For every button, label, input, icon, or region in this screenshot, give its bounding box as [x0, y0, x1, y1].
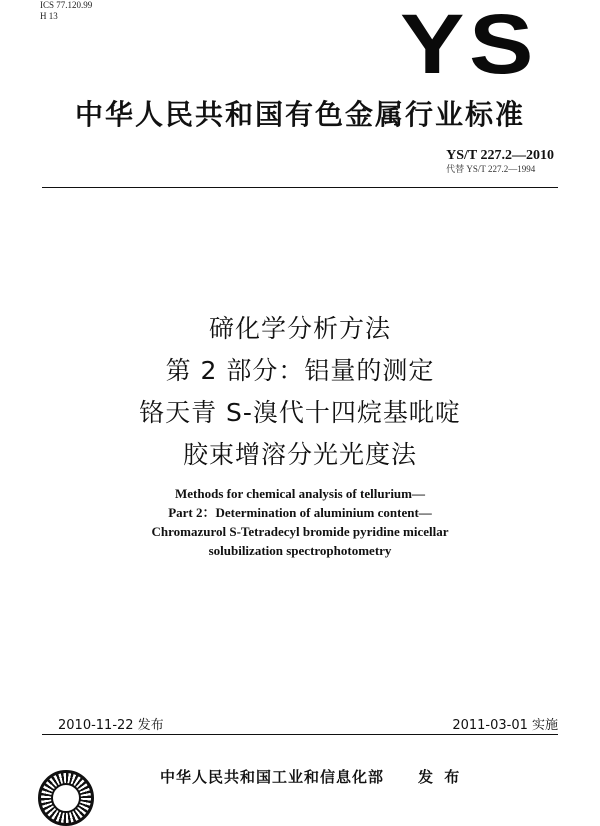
implementation-date: 2011-03-01 实施 — [452, 718, 558, 733]
chinese-title — [40, 308, 560, 476]
ics-code: ICS 77.120.99 — [40, 0, 93, 10]
issue-label: 发 布 — [418, 768, 463, 786]
header-divider — [42, 187, 558, 188]
issue-date: 2010-11-22 发布 — [58, 718, 164, 733]
chinese-title-line: 第 2 部分：铝量的测定 — [165, 356, 435, 385]
chinese-title-line: 碲化学分析方法 — [208, 314, 391, 343]
chinese-title-line: 铬天青 S-溴代十四烷基吡啶 — [139, 398, 461, 427]
classification-codes — [40, 0, 92, 22]
english-title-line: solubilization spectrophotometry — [208, 543, 392, 558]
standard-type-title: 中华人民共和国有色金属行业标准 — [74, 98, 525, 131]
english-title-line: Methods for chemical analysis of tellurium— — [175, 486, 425, 501]
category-code: H 13 — [40, 11, 58, 21]
ys-logo: YS — [400, 0, 539, 91]
seal-center — [51, 783, 81, 813]
english-title — [40, 484, 560, 560]
standard-number: YS/T 227.2—2010 — [446, 148, 554, 163]
ministry-seal-icon — [38, 770, 94, 826]
chinese-title-line: 胶束增溶分光光度法 — [182, 440, 417, 469]
standard-code-block — [446, 148, 554, 175]
issuing-authority: 中华人民共和国工业和信息化部 — [160, 768, 385, 786]
replaces-standard: 代替 YS/T 227.2—1994 — [446, 164, 536, 174]
english-title-line: Part 2：Determination of aluminium content— — [168, 505, 432, 520]
footer-divider — [42, 734, 558, 735]
english-title-line: Chromazurol S-Tetradecyl bromide pyridine micellar — [151, 524, 449, 539]
